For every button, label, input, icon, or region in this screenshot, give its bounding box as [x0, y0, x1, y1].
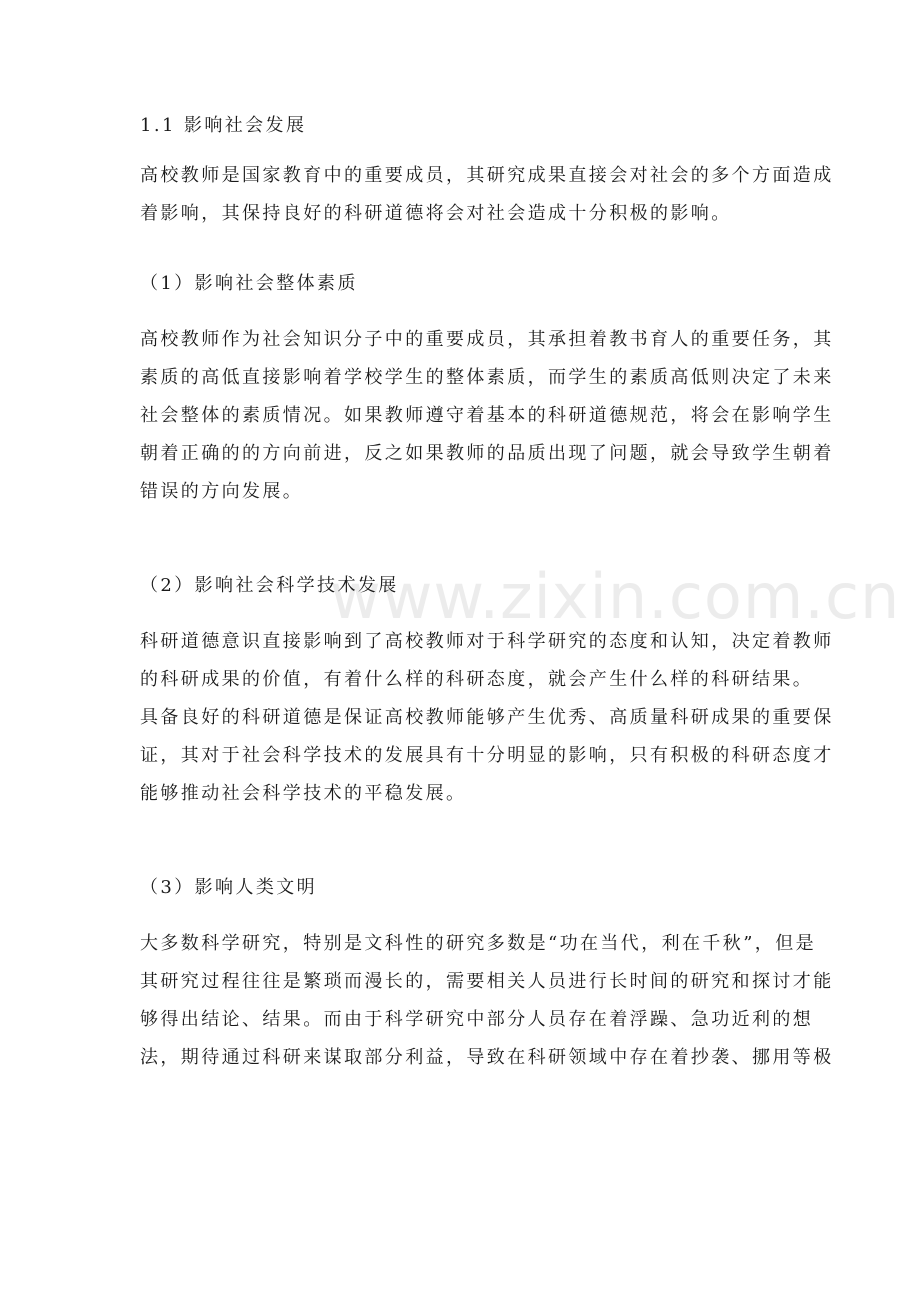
- intro-paragraph: [140, 157, 834, 233]
- sub1-paragraph: [140, 321, 834, 511]
- paragraph-line: 够得出结论、结果。而由于科学研究中部分人员存在着浮躁、急功近利的想: [140, 1009, 814, 1030]
- subheading-2: （2）影响社会科学技术发展: [140, 575, 399, 596]
- paragraph-line: 高校教师作为社会知识分子中的重要成员，其承担着教书育人的重要任务，其: [140, 329, 834, 350]
- section-heading-1-1: 1.1 影响社会发展: [140, 115, 307, 136]
- paragraph-line: 的科研成果的价值，有着什么样的科研态度，就会产生什么样的科研结果。: [140, 669, 814, 690]
- paragraph-line: 科研道德意识直接影响到了高校教师对于科学研究的态度和认知，决定着教师: [140, 631, 834, 652]
- watermark: www.zixin.com.cn: [330, 560, 901, 633]
- paragraph-line: 社会整体的素质情况。如果教师遵守着基本的科研道德规范，将会在影响学生: [140, 405, 834, 426]
- paragraph-line: 着影响，其保持良好的科研道德将会对社会造成十分积极的影响。: [140, 203, 732, 224]
- subheading-3: （3）影响人类文明: [140, 877, 318, 898]
- paragraph-line: 大多数科学研究，特别是文科性的研究多数是“功在当代，利在千秋”，但是: [140, 933, 817, 954]
- paragraph-line: 证，其对于社会科学技术的发展具有十分明显的影响，只有积极的科研态度才: [140, 745, 834, 766]
- paragraph-line: 高校教师是国家教育中的重要成员，其研究成果直接会对社会的多个方面造成: [140, 165, 834, 186]
- paragraph-line: 具备良好的科研道德是保证高校教师能够产生优秀、高质量科研成果的重要保: [140, 707, 834, 728]
- sub2-paragraph: [140, 623, 834, 813]
- paragraph-line: 其研究过程往往是繁琐而漫长的，需要相关人员进行长时间的研究和探讨才能: [140, 971, 834, 992]
- paragraph-line: 朝着正确的的方向前进，反之如果教师的品质出现了问题，就会导致学生朝着: [140, 443, 834, 464]
- paragraph-line: 能够推动社会科学技术的平稳发展。: [140, 783, 467, 804]
- sub3-paragraph: [140, 925, 834, 1077]
- paragraph-line: 素质的高低直接影响着学校学生的整体素质，而学生的素质高低则决定了未来: [140, 367, 834, 388]
- paragraph-line: 法，期待通过科研来谋取部分利益，导致在科研领域中存在着抄袭、挪用等极: [140, 1047, 834, 1068]
- paragraph-line: 错误的方向发展。: [140, 481, 304, 502]
- subheading-1: （1）影响社会整体素质: [140, 273, 358, 294]
